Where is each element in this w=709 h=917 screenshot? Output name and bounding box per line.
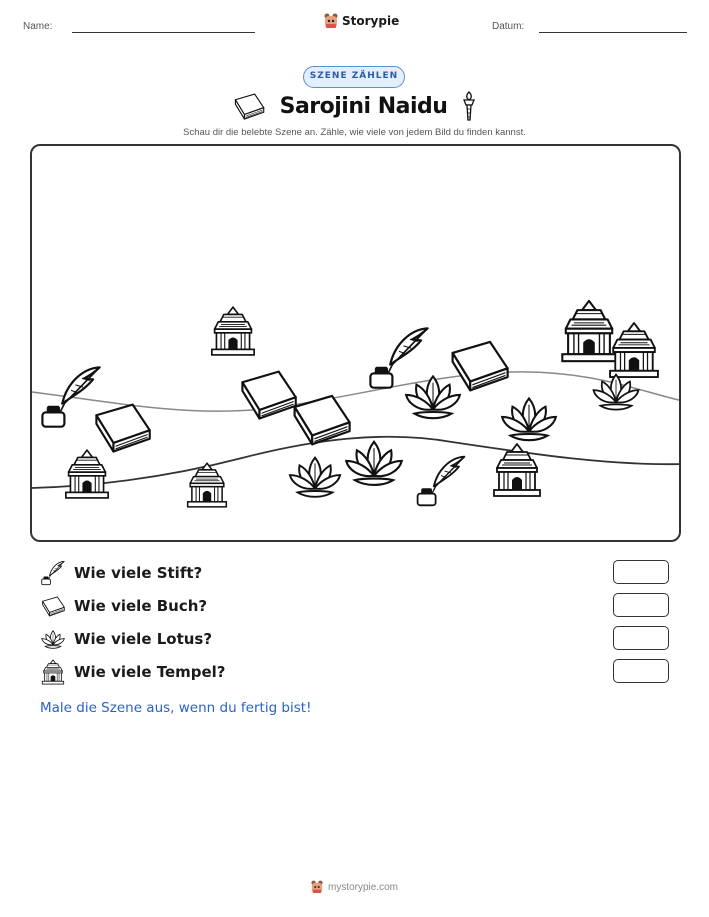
book-icon	[232, 91, 266, 121]
lotus-1	[402, 368, 464, 424]
date-line[interactable]	[539, 32, 687, 33]
question-row-quill	[40, 560, 672, 586]
lotus-5	[342, 434, 406, 490]
question-text: Wie viele Stift?	[74, 564, 203, 582]
page-title: Sarojini Naidu	[279, 93, 448, 119]
torch-icon	[461, 90, 477, 122]
quill-3	[414, 452, 468, 510]
book-1	[90, 396, 154, 458]
question-text: Wie viele Buch?	[74, 597, 208, 615]
name-label: Name:	[23, 21, 53, 32]
lotus-3	[590, 368, 642, 414]
brand-logo	[324, 13, 399, 29]
question-text: Wie viele Tempel?	[74, 663, 226, 681]
storypie-mascot-icon	[311, 880, 323, 894]
quill-icon	[40, 560, 66, 586]
coloring-note: Male die Szene aus, wenn du fertig bist!	[40, 700, 312, 716]
temple-6	[492, 440, 542, 500]
footer-url: mystorypie.com	[327, 881, 398, 893]
brand-name: Storypie	[342, 14, 400, 28]
temple-1	[210, 304, 256, 358]
book-icon	[40, 593, 66, 619]
answer-box-temple[interactable]	[613, 659, 669, 683]
name-line[interactable]	[72, 32, 255, 33]
temple-5	[186, 460, 228, 510]
answer-box-lotus[interactable]	[613, 626, 669, 650]
question-row-temple	[40, 659, 672, 685]
date-label: Datum:	[492, 21, 525, 32]
instructions: Schau dir die belebte Szene an. Zähle, wie viele von jedem Bild du finden kannst.	[183, 127, 526, 138]
activity-badge: SZENE ZÄHLEN	[303, 66, 405, 88]
counting-scene	[30, 144, 681, 542]
title-row	[0, 90, 709, 122]
storypie-mascot-icon	[324, 13, 338, 29]
lotus-4	[286, 450, 344, 502]
question-row-book	[40, 593, 672, 619]
answer-box-quill[interactable]	[613, 560, 669, 584]
question-text: Wie viele Lotus?	[74, 630, 213, 648]
question-row-lotus	[40, 626, 672, 652]
footer	[0, 880, 709, 894]
temple-icon	[40, 659, 66, 685]
answer-box-book[interactable]	[613, 593, 669, 617]
lotus-icon	[40, 626, 66, 652]
lotus-2	[498, 390, 560, 446]
